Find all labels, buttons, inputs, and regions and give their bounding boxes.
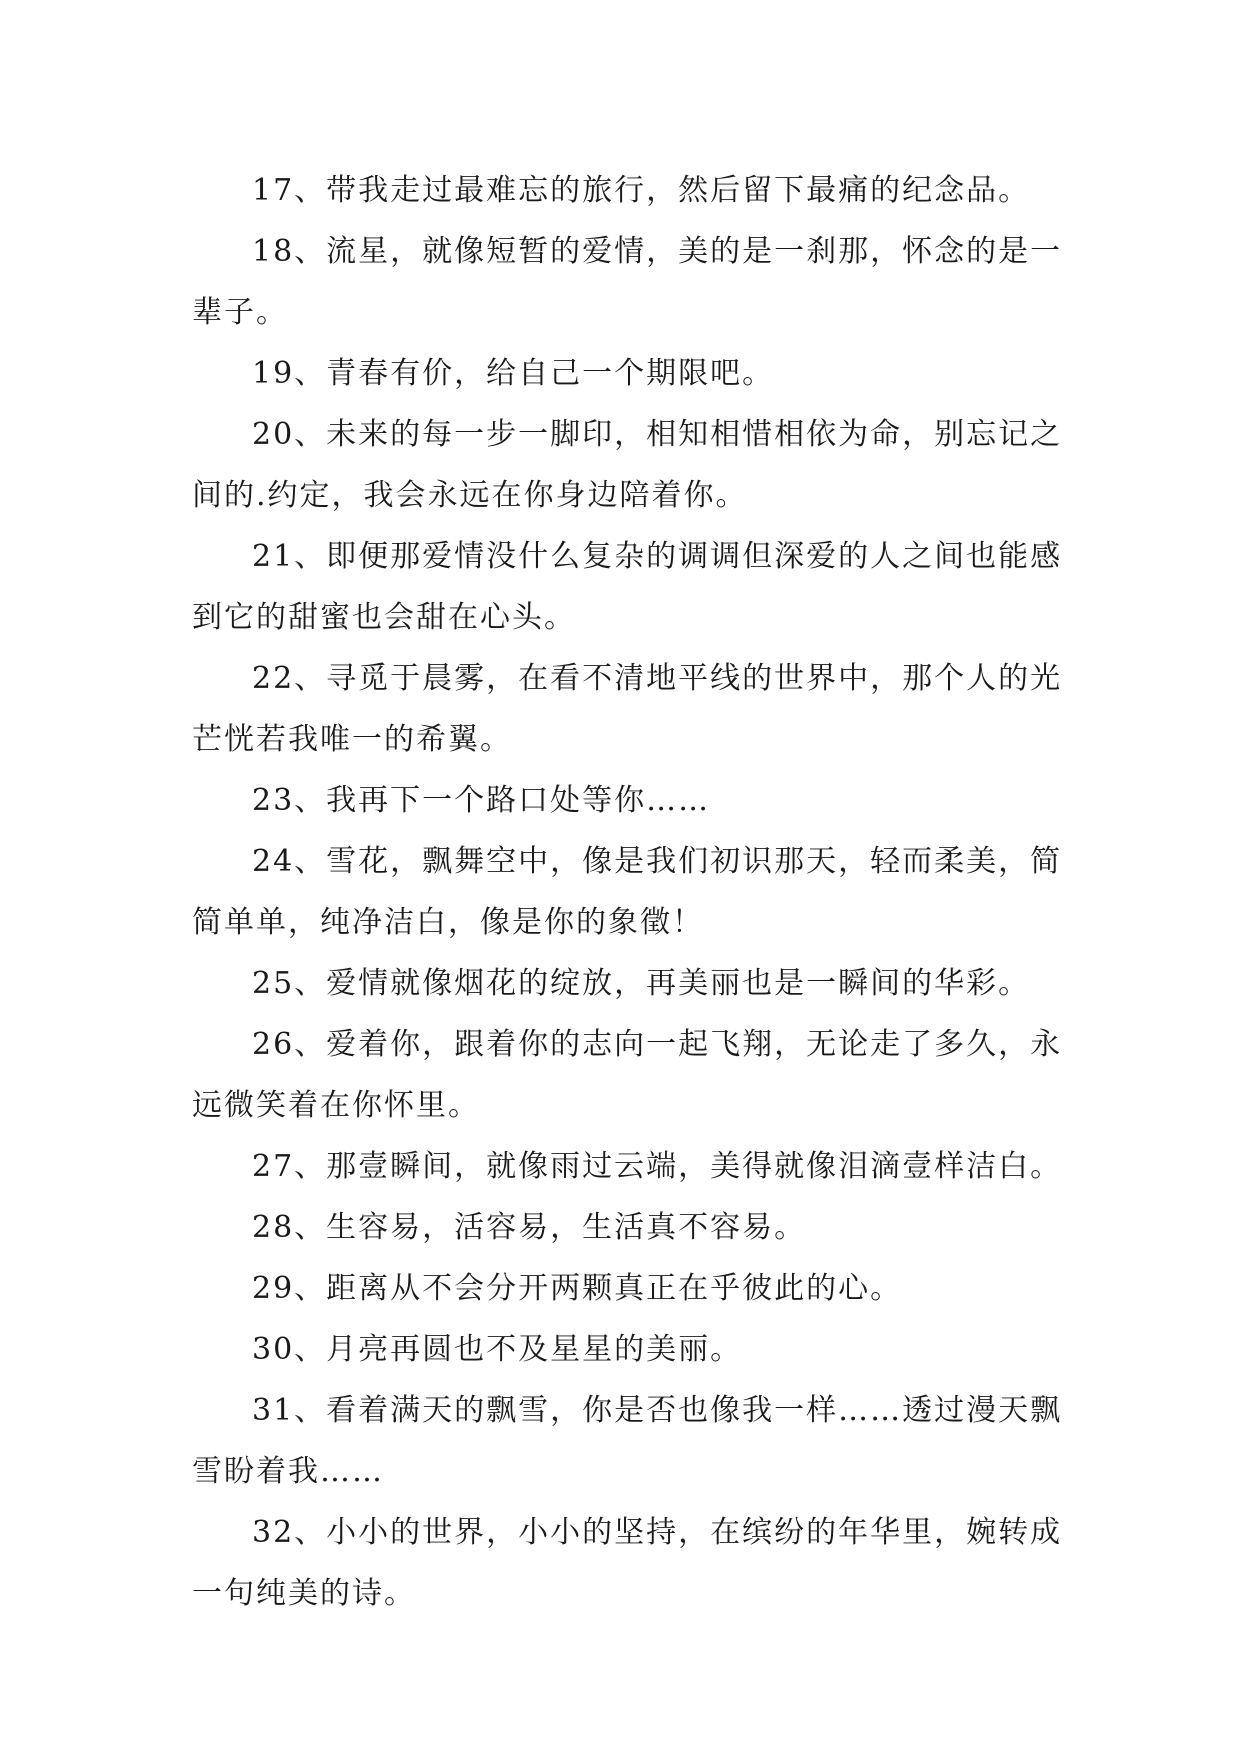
paragraph-19: 19、青春有价，给自己一个期限吧。 [252, 356, 775, 391]
document-body [192, 160, 1072, 1624]
paragraph-28: 28、生容易，活容易，生活真不容易。 [252, 1210, 807, 1245]
paragraph-22: 22、寻觅于晨雾，在看不清地平线的世界中，那个人的光芒恍若我唯一的希翼。 [192, 661, 1063, 757]
paragraph-17: 17、带我走过最难忘的旅行，然后留下最痛的纪念品。 [252, 173, 1031, 208]
paragraph-27: 27、那壹瞬间，就像雨过云端，美得就像泪滴壹样洁白。 [252, 1149, 1063, 1184]
paragraph-23: 23、我再下一个路口处等你…… [252, 783, 711, 818]
paragraph-29: 29、距离从不会分开两颗真正在乎彼此的心。 [252, 1271, 903, 1306]
paragraph-24: 24、雪花，飘舞空中，像是我们初识那天，轻而柔美，简简单单，纯净洁白，像是你的象徵！ [192, 844, 1063, 940]
paragraph-30: 30、月亮再圆也不及星星的美丽。 [252, 1332, 743, 1367]
paragraph-20: 20、未来的每一步一脚印，相知相惜相依为命，别忘记之间的.约定，我会永远在你身边陪着你。 [192, 417, 1063, 513]
paragraph-32: 32、小小的世界，小小的坚持，在缤纷的年华里，婉转成一句纯美的诗。 [192, 1515, 1063, 1611]
paragraph-25: 25、爱情就像烟花的绽放，再美丽也是一瞬间的华彩。 [252, 966, 1031, 1001]
paragraph-26: 26、爱着你，跟着你的志向一起飞翔，无论走了多久，永远微笑着在你怀里。 [192, 1027, 1063, 1123]
paragraph-31: 31、看着满天的飘雪，你是否也像我一样……透过漫天飘雪盼着我…… [192, 1393, 1063, 1489]
paragraph-18: 18、流星，就像短暂的爱情，美的是一刹那，怀念的是一辈子。 [192, 234, 1063, 330]
paragraph-21: 21、即便那爱情没什么复杂的调调但深爱的人之间也能感到它的甜蜜也会甜在心头。 [192, 539, 1063, 635]
